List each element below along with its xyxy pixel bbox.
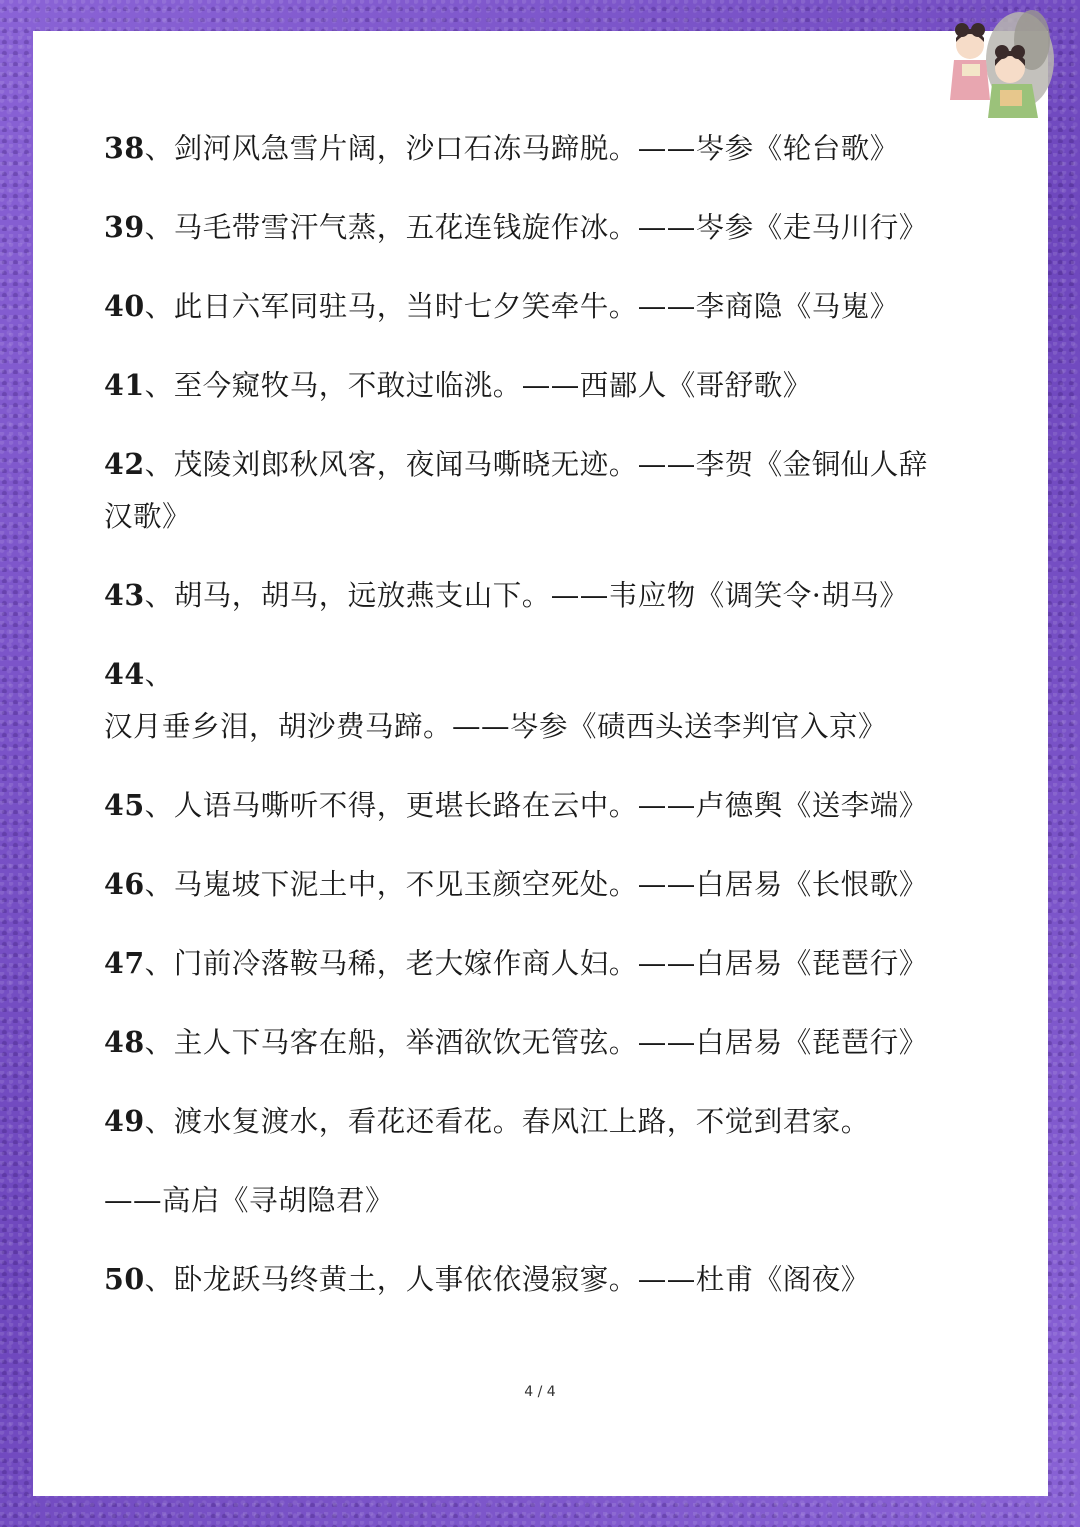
line-number: 49 (104, 1104, 145, 1138)
line-number: 48 (104, 1025, 145, 1059)
line-separator: 、 (144, 868, 174, 901)
line-text: 马毛带雪汗气蒸，五花连钱旋作冰。——岑参《走马川行》 (173, 211, 928, 244)
line-text: 门前冷落鞍马稀，老大嫁作商人妇。——白居易《琵琶行》 (173, 947, 928, 980)
line-separator: 、 (144, 789, 174, 822)
line-text: 茂陵刘郎秋风客，夜闻马嘶晓无迹。——李贺《金铜仙人辞汉歌》 (104, 448, 928, 533)
two-children-reading-illustration (940, 0, 1058, 125)
poem-line (104, 201, 954, 254)
line-number: 39 (104, 210, 145, 244)
line-separator: 、 (144, 1263, 174, 1296)
line-text: 人语马嘶听不得，更堪长路在云中。——卢德舆《送李端》 (173, 789, 928, 822)
line-text: 汉月垂乡泪，胡沙费马蹄。——岑参《碛西头送李判官入京》 (104, 710, 888, 743)
line-number: 38 (104, 131, 145, 165)
line-separator: 、 (144, 448, 174, 481)
line-text: 主人下马客在船，举酒欲饮无管弦。——白居易《琵琶行》 (173, 1026, 928, 1059)
line-separator: 、 (144, 947, 174, 980)
line-number: 44 (104, 657, 145, 691)
line-separator: 、 (144, 211, 174, 244)
poem-line-list (104, 122, 954, 1332)
line-text: 至今窥牧马，不敢过临洮。——西鄙人《哥舒歌》 (173, 369, 812, 402)
poem-line (104, 779, 954, 832)
poem-line (104, 858, 954, 911)
line-number: 41 (104, 368, 145, 402)
line-text: 剑河风急雪片阔，沙口石冻马蹄脱。——岑参《轮台歌》 (173, 132, 899, 165)
line-separator: 、 (144, 369, 174, 402)
line-number: 46 (104, 867, 145, 901)
poem-line (104, 122, 954, 175)
poem-line (104, 359, 954, 412)
line-number: 43 (104, 578, 145, 612)
line-number: 45 (104, 788, 145, 822)
line-number: 40 (104, 289, 145, 323)
poem-line (104, 1016, 954, 1069)
line-separator: 、 (144, 290, 174, 323)
poem-line (104, 280, 954, 333)
line-text: ——高启《寻胡隐君》 (104, 1184, 395, 1217)
poem-line (104, 937, 954, 990)
line-text: 胡马，胡马，远放燕支山下。——韦应物《调笑令·胡马》 (173, 579, 909, 612)
poem-line (104, 438, 954, 543)
line-text: 卧龙跃马终黄土，人事依依漫寂寥。——杜甫《阁夜》 (173, 1263, 870, 1296)
poem-line (104, 569, 954, 622)
line-separator: 、 (144, 132, 174, 165)
poem-attribution-line (104, 1174, 954, 1227)
line-number: 50 (104, 1262, 145, 1296)
line-text: 渡水复渡水，看花还看花。春风江上路，不觉到君家。 (173, 1105, 870, 1138)
line-separator: 、 (144, 658, 174, 691)
poem-line (104, 648, 954, 753)
page-number: 4 / 4 (524, 1384, 556, 1400)
line-separator: 、 (144, 1026, 174, 1059)
line-text: 马嵬坡下泥土中，不见玉颜空死处。——白居易《长恨歌》 (173, 868, 928, 901)
line-separator: 、 (144, 579, 174, 612)
line-separator: 、 (144, 1105, 174, 1138)
poem-line (104, 1253, 954, 1306)
poem-line (104, 1095, 954, 1148)
line-text: 此日六军同驻马，当时七夕笑牵牛。——李商隐《马嵬》 (173, 290, 899, 323)
line-number: 42 (104, 447, 145, 481)
line-number: 47 (104, 946, 145, 980)
